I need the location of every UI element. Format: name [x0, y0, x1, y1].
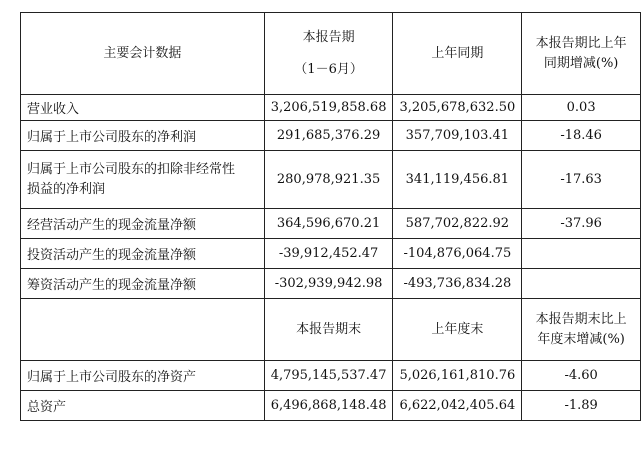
table-row — [21, 121, 641, 151]
header-prior-period: 上年同期 — [393, 13, 522, 95]
subheader-empty — [21, 299, 265, 361]
row-label: 营业收入 — [21, 95, 265, 121]
header-main-data: 主要会计数据 — [21, 13, 265, 95]
row-prior: 5,026,161,810.76 — [393, 361, 522, 391]
subheader-period-end: 本报告期末 — [264, 299, 393, 361]
header-current-period-line1: 本报告期 — [302, 29, 355, 45]
table-header-row — [21, 13, 641, 95]
row-prior: 341,119,456.81 — [393, 151, 522, 209]
row-change: -37.96 — [522, 209, 641, 239]
row-change — [522, 269, 641, 299]
row-change: -4.60 — [522, 361, 641, 391]
row-prior: -104,876,064.75 — [393, 239, 522, 269]
row-label: 经营活动产生的现金流量净额 — [21, 209, 265, 239]
row-label-line1: 归属于上市公司股东的扣除非经常性 — [27, 161, 236, 177]
row-prior: -493,736,834.28 — [393, 269, 522, 299]
row-prior: 6,622,042,405.64 — [393, 391, 522, 421]
row-prior: 587,702,822.92 — [393, 209, 522, 239]
table-subheader-row — [21, 299, 641, 361]
subheader-change — [522, 299, 641, 361]
row-current: -39,912,452.47 — [264, 239, 393, 269]
header-current-period-line2: （1－6月） — [294, 61, 363, 77]
financial-data-table — [20, 12, 641, 421]
row-current: 364,596,670.21 — [264, 209, 393, 239]
header-change-line1: 本报告期比上年 — [535, 35, 627, 51]
subheader-change-line1: 本报告期末比上 — [535, 311, 627, 327]
row-label — [21, 151, 265, 209]
table-row — [21, 151, 641, 209]
table-row — [21, 95, 641, 121]
table-row — [21, 361, 641, 391]
row-label: 筹资活动产生的现金流量净额 — [21, 269, 265, 299]
row-label: 总资产 — [21, 391, 265, 421]
row-current: 3,206,519,858.68 — [264, 95, 393, 121]
table-row — [21, 269, 641, 299]
row-label: 投资活动产生的现金流量净额 — [21, 239, 265, 269]
row-change: 0.03 — [522, 95, 641, 121]
row-prior: 3,205,678,632.50 — [393, 95, 522, 121]
row-change — [522, 239, 641, 269]
subheader-change-line2: 年度末增减(%) — [537, 331, 625, 347]
row-current: 4,795,145,537.47 — [264, 361, 393, 391]
row-change: -1.89 — [522, 391, 641, 421]
subheader-prior-year-end: 上年度末 — [393, 299, 522, 361]
header-spacer — [271, 48, 387, 60]
row-current: 291,685,376.29 — [264, 121, 393, 151]
table-row — [21, 209, 641, 239]
table-row — [21, 391, 641, 421]
table-row — [21, 239, 641, 269]
row-current: 6,496,868,148.48 — [264, 391, 393, 421]
row-change: -17.63 — [522, 151, 641, 209]
row-current: -302,939,942.98 — [264, 269, 393, 299]
row-prior: 357,709,103.41 — [393, 121, 522, 151]
header-change — [522, 13, 641, 95]
row-current: 280,978,921.35 — [264, 151, 393, 209]
row-label-line2: 损益的净利润 — [27, 181, 106, 197]
row-label: 归属于上市公司股东的净利润 — [21, 121, 265, 151]
header-change-line2: 同期增减(%) — [543, 55, 619, 71]
row-change: -18.46 — [522, 121, 641, 151]
header-current-period — [264, 13, 393, 95]
row-label: 归属于上市公司股东的净资产 — [21, 361, 265, 391]
